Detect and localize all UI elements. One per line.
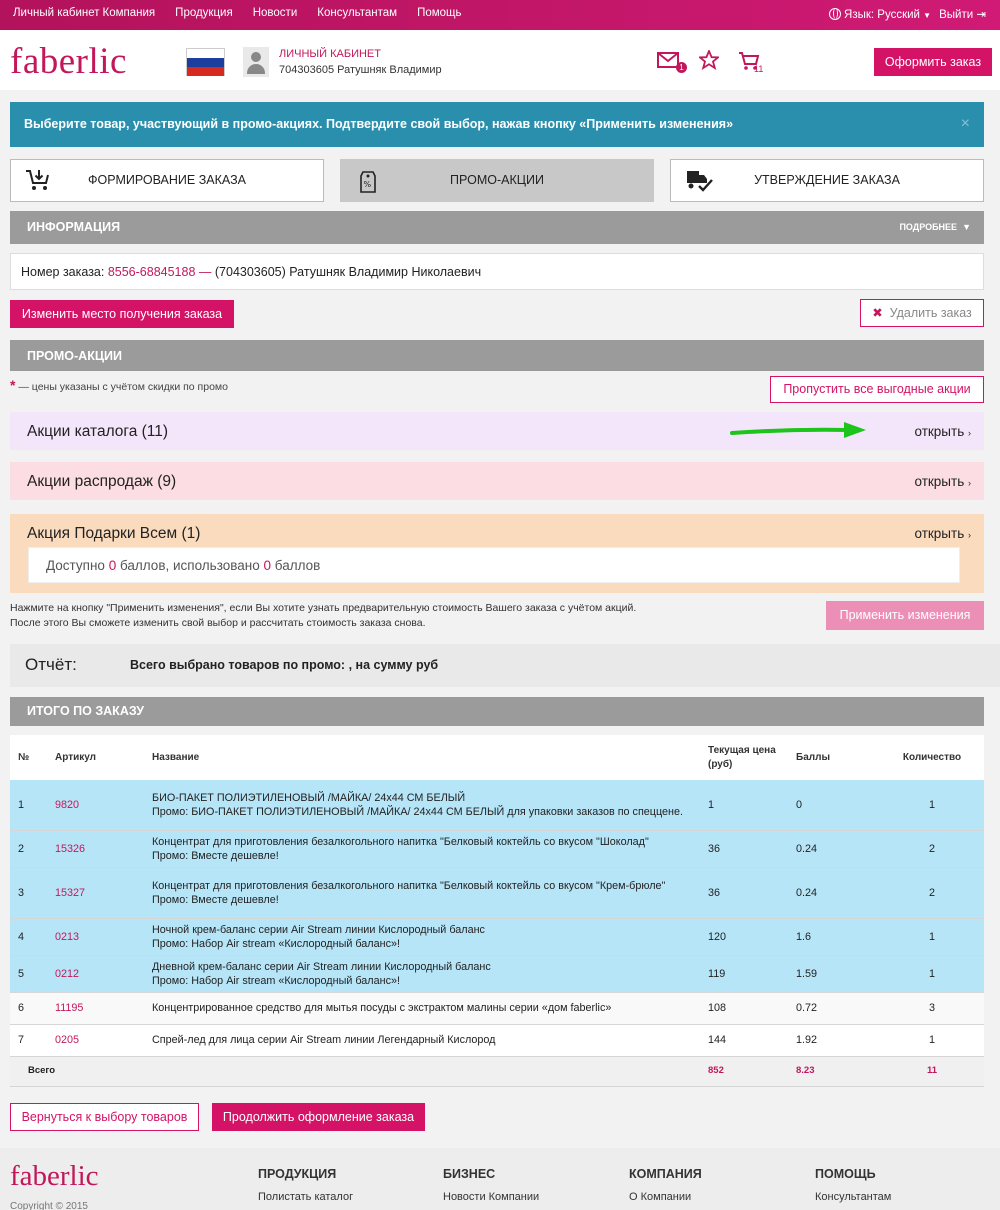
step-label: ПРОМО-АКЦИИ: [450, 173, 544, 187]
footer-col-products: [258, 1167, 353, 1203]
footer-col-title: БИЗНЕС: [443, 1167, 496, 1181]
russia-flag-icon[interactable]: [186, 48, 225, 76]
report-panel: [10, 644, 1000, 687]
report-text: Всего выбрано товаров по промо: , на сумму руб: [130, 658, 439, 672]
product-name: Дневной крем-баланс серии Air Stream линии Кислородный баланс: [152, 960, 491, 973]
green-arrow-annotation: [730, 420, 870, 442]
row-name: [144, 867, 700, 918]
note-star: *: [10, 377, 16, 393]
nav-products[interactable]: Продукция: [175, 7, 233, 19]
logout-link[interactable]: [939, 7, 986, 21]
row-name: [144, 992, 700, 1024]
user-id: 704303605: [279, 64, 335, 76]
row-quantity: 1: [880, 918, 984, 955]
row-price: 1: [700, 780, 788, 830]
order-total-title: ИТОГО ПО ЗАКАЗУ: [27, 704, 144, 718]
chevron-right-icon: ›: [968, 530, 971, 540]
more-label: ПОДРОБНЕЕ: [899, 222, 958, 232]
row-points: 0.24: [788, 867, 880, 918]
footer-col-help: [815, 1167, 891, 1203]
product-promo: Промо: Вместе дешевле!: [152, 893, 279, 906]
row-points: 0.24: [788, 830, 880, 867]
order-total-header: [10, 697, 984, 726]
footer-col-business: [443, 1167, 539, 1203]
close-icon[interactable]: ×: [960, 115, 970, 132]
row-name: [144, 780, 700, 830]
step-promo[interactable]: [340, 159, 654, 202]
footer-col-title: ПРОДУКЦИЯ: [258, 1167, 337, 1181]
row-number: 6: [10, 992, 47, 1024]
open-link[interactable]: [915, 424, 972, 439]
row-number: 5: [10, 955, 47, 992]
row-name: [144, 918, 700, 955]
total-price: 852: [700, 1056, 788, 1086]
open-link[interactable]: [915, 474, 972, 489]
col-number: №: [18, 752, 30, 763]
language-label: Язык: Русский: [844, 8, 920, 21]
open-label: открыть: [914, 474, 965, 489]
row-points: 0.72: [788, 992, 880, 1024]
avatar[interactable]: [243, 47, 269, 77]
col-quantity: Количество: [902, 752, 962, 763]
table-row: [10, 780, 984, 830]
nav-consultants[interactable]: Консультантам: [317, 7, 398, 19]
footer-link[interactable]: Новости Компании: [443, 1191, 540, 1203]
col-price: Текущая цена (руб): [708, 744, 776, 770]
promo-note: [10, 377, 228, 393]
row-number: 3: [10, 867, 47, 918]
hint-line-2: После этого Вы сможете изменить свой выбор и рассчитать стоимость заказа снова.: [10, 617, 426, 629]
mail-icon[interactable]: [657, 52, 684, 72]
row-quantity: 2: [880, 867, 984, 918]
footer-link[interactable]: Полистать каталог: [258, 1191, 354, 1203]
row-name: [144, 1024, 700, 1056]
sale-promos-section[interactable]: [10, 462, 984, 500]
table-row: [10, 918, 984, 955]
cart-count: 11: [754, 64, 764, 74]
table-row: [10, 955, 984, 992]
row-points: 1.6: [788, 918, 880, 955]
hint-line-1: Нажмите на кнопку "Применить изменения", если Вы хотите узнать предварительную стоимость Вашего заказа с учётом акций.: [10, 602, 637, 614]
row-price: 36: [700, 830, 788, 867]
catalog-promos-label: Акции каталога (11): [27, 423, 169, 440]
banner-text: Выберите товар, участвующий в промо-акциях. Подтвердите свой выбор, нажав кнопку «Применить изменения»: [24, 117, 734, 131]
cart-add-icon: [25, 168, 49, 192]
row-quantity: 1: [880, 1024, 984, 1056]
nav-news[interactable]: Новости: [252, 7, 298, 19]
points-prefix: Доступно: [46, 558, 105, 573]
row-price: 120: [700, 918, 788, 955]
close-icon: ✖: [872, 306, 883, 320]
language-selector[interactable]: [829, 8, 931, 21]
note-text: — цены указаны с учётом скидки по промо: [18, 381, 228, 393]
row-price: 108: [700, 992, 788, 1024]
delete-order-button[interactable]: [860, 299, 984, 327]
svg-text:%: %: [363, 180, 372, 189]
step-label: ФОРМИРОВАНИЕ ЗАКАЗА: [88, 173, 246, 187]
promo-title: ПРОМО-АКЦИИ: [27, 349, 122, 363]
points-box: [28, 547, 960, 583]
col-name: Название: [152, 752, 200, 763]
order-number-line: [10, 253, 984, 290]
truck-check-icon: [685, 168, 709, 192]
open-label: открыть: [914, 526, 965, 541]
row-article-link[interactable]: 0205: [47, 1024, 144, 1056]
info-title: ИНФОРМАЦИЯ: [27, 220, 121, 234]
mail-count-badge: 1: [676, 62, 687, 73]
info-section-header: [10, 211, 984, 244]
points-mid: баллов, использовано: [119, 558, 260, 573]
row-article-link[interactable]: 0213: [47, 918, 144, 955]
user-name: Ратушняк Владимир: [337, 64, 442, 76]
product-name: Концентрат для приготовления безалкогольного напитка "Белковый коктейль со вкусом "Крем-брюле": [152, 879, 666, 892]
back-to-products-button[interactable]: Вернуться к выбору товаров: [10, 1103, 199, 1131]
footer-logo[interactable]: faberlic: [10, 1160, 99, 1192]
chevron-down-icon: ▼: [962, 222, 971, 232]
row-price: 119: [700, 955, 788, 992]
row-article-link[interactable]: 15327: [47, 867, 144, 918]
cabinet-user: [279, 64, 442, 76]
apply-hint: [10, 601, 636, 631]
points-suffix: баллов: [274, 558, 321, 573]
change-pickup-place-button[interactable]: Изменить место получения заказа: [10, 300, 234, 328]
step-order-forming[interactable]: [10, 159, 324, 202]
row-quantity: 1: [880, 780, 984, 830]
row-name: [144, 955, 700, 992]
product-promo: Промо: БИО-ПАКЕТ ПОЛИЭТИЛЕНОВЫЙ /МАЙКА/ 24x44 СМ БЕЛЫЙ для упаковки заказов по спеццене.: [152, 805, 684, 818]
total-label: Всего: [10, 1056, 700, 1086]
row-number: 1: [10, 780, 47, 830]
faberlic-logo[interactable]: faberlic: [10, 41, 127, 82]
copyright: Copyright © 2015: [10, 1201, 88, 1210]
step-label: УТВЕРЖДЕНИЕ ЗАКАЗА: [754, 173, 900, 187]
gifts-promo-label: Акция Подарки Всем (1): [27, 525, 201, 542]
table-row: [10, 867, 984, 918]
cabinet-title[interactable]: ЛИЧНЫЙ КАБИНЕТ: [279, 48, 381, 60]
col-article: Артикул: [55, 752, 97, 763]
site-footer: [0, 1148, 1000, 1210]
price-tag-icon: [359, 168, 383, 192]
row-article-link[interactable]: 0212: [47, 955, 144, 992]
row-number: 4: [10, 918, 47, 955]
product-name: Спрей-лед для лица серии Air Stream линии Легендарный Кислород: [152, 1034, 496, 1046]
product-promo: Промо: Набор Air stream «Кислородный баланс»!: [152, 974, 400, 987]
row-number: 2: [10, 830, 47, 867]
row-quantity: 2: [880, 830, 984, 867]
top-navbar: [0, 0, 1000, 30]
order-items-table: [10, 735, 984, 1087]
row-points: 0: [788, 780, 880, 830]
row-points: 1.92: [788, 1024, 880, 1056]
table-row: [10, 992, 984, 1024]
product-name: Концентрированное средство для мытья посуды с экстрактом малины серии «дом faberlic»: [152, 1002, 612, 1014]
continue-checkout-button[interactable]: Продолжить оформление заказа: [212, 1103, 425, 1131]
points-available: 0: [108, 558, 117, 573]
promo-section-header: [10, 340, 984, 371]
checkout-button[interactable]: Оформить заказ: [874, 48, 992, 76]
row-article-link[interactable]: 11195: [47, 992, 144, 1024]
open-link[interactable]: [915, 526, 972, 541]
order-owner: (704303605) Ратушняк Владимир Николаевич: [214, 265, 482, 279]
product-promo: Промо: Набор Air stream «Кислородный баланс»!: [152, 937, 400, 950]
chevron-right-icon: ›: [968, 428, 971, 438]
total-quantity: 11: [880, 1056, 984, 1086]
row-name: [144, 830, 700, 867]
footer-col-title: ПОМОЩЬ: [815, 1167, 876, 1181]
nav-help[interactable]: Помощь: [417, 7, 462, 19]
globe-icon: [829, 8, 841, 20]
open-label: открыть: [914, 424, 965, 439]
chevron-right-icon: ›: [968, 478, 971, 488]
more-dropdown[interactable]: [899, 222, 971, 232]
table-row: [10, 830, 984, 867]
cart-icon[interactable]: [738, 51, 764, 74]
site-header: [0, 30, 1000, 90]
logout-label: Выйти: [939, 9, 974, 21]
report-label: Отчёт:: [25, 655, 77, 674]
product-promo: Промо: Вместе дешевле!: [152, 849, 279, 862]
apply-changes-button[interactable]: Применить изменения: [826, 601, 984, 630]
top-nav-right: [829, 7, 986, 21]
row-points: 1.59: [788, 955, 880, 992]
order-number[interactable]: 8556-68845188 —: [107, 265, 212, 279]
footer-col-company: [629, 1167, 702, 1203]
table-header-row: [10, 735, 984, 780]
star-icon[interactable]: [699, 50, 719, 70]
row-price: 36: [700, 867, 788, 918]
info-banner: [10, 102, 984, 147]
footer-link[interactable]: О Компании: [629, 1191, 692, 1203]
product-name: БИО-ПАКЕТ ПОЛИЭТИЛЕНОВЫЙ /МАЙКА/ 24x44 СМ БЕЛЫЙ: [152, 791, 466, 804]
table-total-row: [10, 1056, 984, 1086]
row-price: 144: [700, 1024, 788, 1056]
total-points: 8.23: [788, 1056, 880, 1086]
delete-order-label: Удалить заказ: [889, 306, 972, 320]
footer-col-title: КОМПАНИЯ: [629, 1167, 702, 1181]
nav-company[interactable]: Компания: [102, 7, 156, 19]
sale-promos-label: Акции распродаж (9): [27, 473, 177, 490]
nav-cabinet[interactable]: Личный кабинет: [13, 7, 100, 19]
table-row: [10, 1024, 984, 1056]
product-name: Ночной крем-баланс серии Air Stream линии Кислородный баланс: [152, 923, 485, 936]
row-article-link[interactable]: 9820: [47, 780, 144, 830]
points-used: 0: [263, 558, 272, 573]
chevron-down-icon: ▼: [923, 10, 932, 20]
order-label: Номер заказа:: [21, 265, 105, 279]
step-order-confirm[interactable]: [670, 159, 984, 202]
row-article-link[interactable]: 15326: [47, 830, 144, 867]
logout-icon: ⇥: [976, 9, 986, 21]
row-quantity: 1: [880, 955, 984, 992]
top-nav: [13, 7, 482, 19]
product-name: Концентрат для приготовления безалкогольного напитка "Белковый коктейль со вкусом "Шоколад": [152, 835, 649, 848]
footer-link[interactable]: Консультантам: [815, 1191, 892, 1203]
row-quantity: 3: [880, 992, 984, 1024]
row-number: 7: [10, 1024, 47, 1056]
col-points: Баллы: [796, 752, 830, 763]
skip-promos-button[interactable]: Пропустить все выгодные акции: [770, 376, 984, 403]
